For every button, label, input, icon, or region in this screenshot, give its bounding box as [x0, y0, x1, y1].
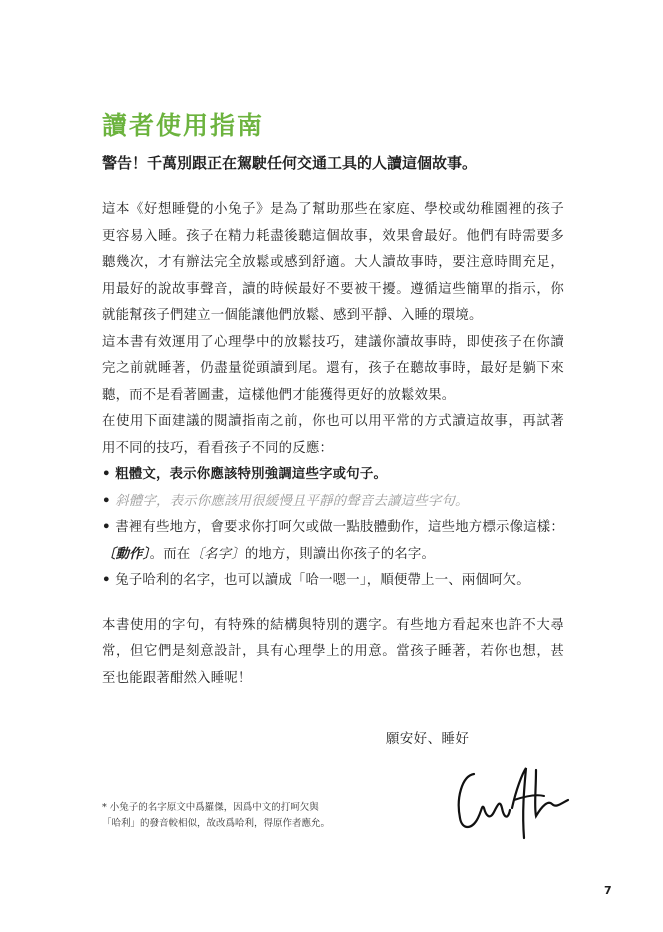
bullet-dot: • [102, 467, 111, 482]
paragraph-3: 在使用下面建議的閱讀指南之前，你也可以用平常的方式讀這故事，再試著用不同的技巧，看看孩子不同的反應： [102, 414, 564, 456]
bullet-bold-text: 粗體文，表示你應該特別強調這些字或句子。 [115, 467, 388, 482]
bullet-italic-text: 斜體字，表示你應該用很緩慢且平靜的聲音去讀這些字句。 [115, 493, 469, 509]
bullet-rabbit-text: 兔子哈利的名字，也可以讀成「哈一嗯一」，順便帶上一、兩個呵欠。 [115, 573, 530, 588]
bullet-action-text: 書裡有些地方，會要求你打呵欠或做一點肢體動作，這些地方標示像這樣： [115, 520, 564, 535]
bullet-dot: • [102, 573, 111, 588]
footnote-line-2: 「哈利」的發音較相似，故改爲哈利，得原作者應允。 [102, 818, 331, 829]
footnote-line-1: * 小兔子的名字原文中爲羅傑，因爲中文的打呵欠與 [102, 802, 319, 813]
footnote [102, 800, 330, 832]
page-title: 讀者使用指南 [102, 111, 265, 140]
bullet-action-middle: 。而在 [149, 546, 191, 562]
bullet-dot: • [102, 520, 111, 535]
bullet-action [102, 515, 564, 568]
bullet-bold [102, 462, 564, 489]
bullet-italic [102, 489, 564, 516]
body-text [102, 197, 564, 692]
name-example: 〔名字〕 [190, 546, 245, 562]
bullet-dot: • [102, 493, 111, 509]
author-signature [452, 760, 572, 842]
paragraph-2: 這本書有效運用了心理學中的放鬆技巧，建議你讀故事時，即使孩子在你讀完之前就睡著，仍盡量從頭讀到尾。還有，孩子在聽故事時，最好是躺下來聽，而不是看著圖畫，這樣他們才能獲得更好的放鬆效果。 [102, 334, 564, 403]
bullet-rabbit [102, 568, 564, 595]
action-example: 〔動作〕 [102, 546, 150, 562]
page-number: 7 [604, 884, 612, 897]
warning-text: 警告！千萬別跟正在駕駛任何交通工具的人讀這個故事。 [102, 154, 478, 172]
paragraph-1: 這本《好想睡覺的小兔子》是為了幫助那些在家庭、學校或幼稚園裡的孩子更容易入睡。孩子在精力耗盡後聽這個故事，效果會最好。他們有時需要多聽幾次，才有辦法完全放鬆或感到舒適。大人讀故事時，要注意時間充足，用最好的說故事聲音，讀的時候最好不要被干擾。遵循這些簡單的指示，你就能幫孩子們建立一個能讓他們放鬆、感到平靜、入睡的環境。 [102, 202, 564, 323]
greeting: 願安好、睡好 [386, 732, 470, 747]
bullet-action-after: 的地方，則讀出你孩子的名字。 [244, 546, 436, 562]
closing-paragraph: 本書使用的字句，有特殊的結構與特別的選字。有些地方看起來也許不大尋常，但它們是刻意設計，具有心理學上的用意。當孩子睡著，若你也想，甚至也能跟著酣然入睡呢！ [102, 617, 564, 686]
guide-bullet-list [102, 462, 564, 595]
